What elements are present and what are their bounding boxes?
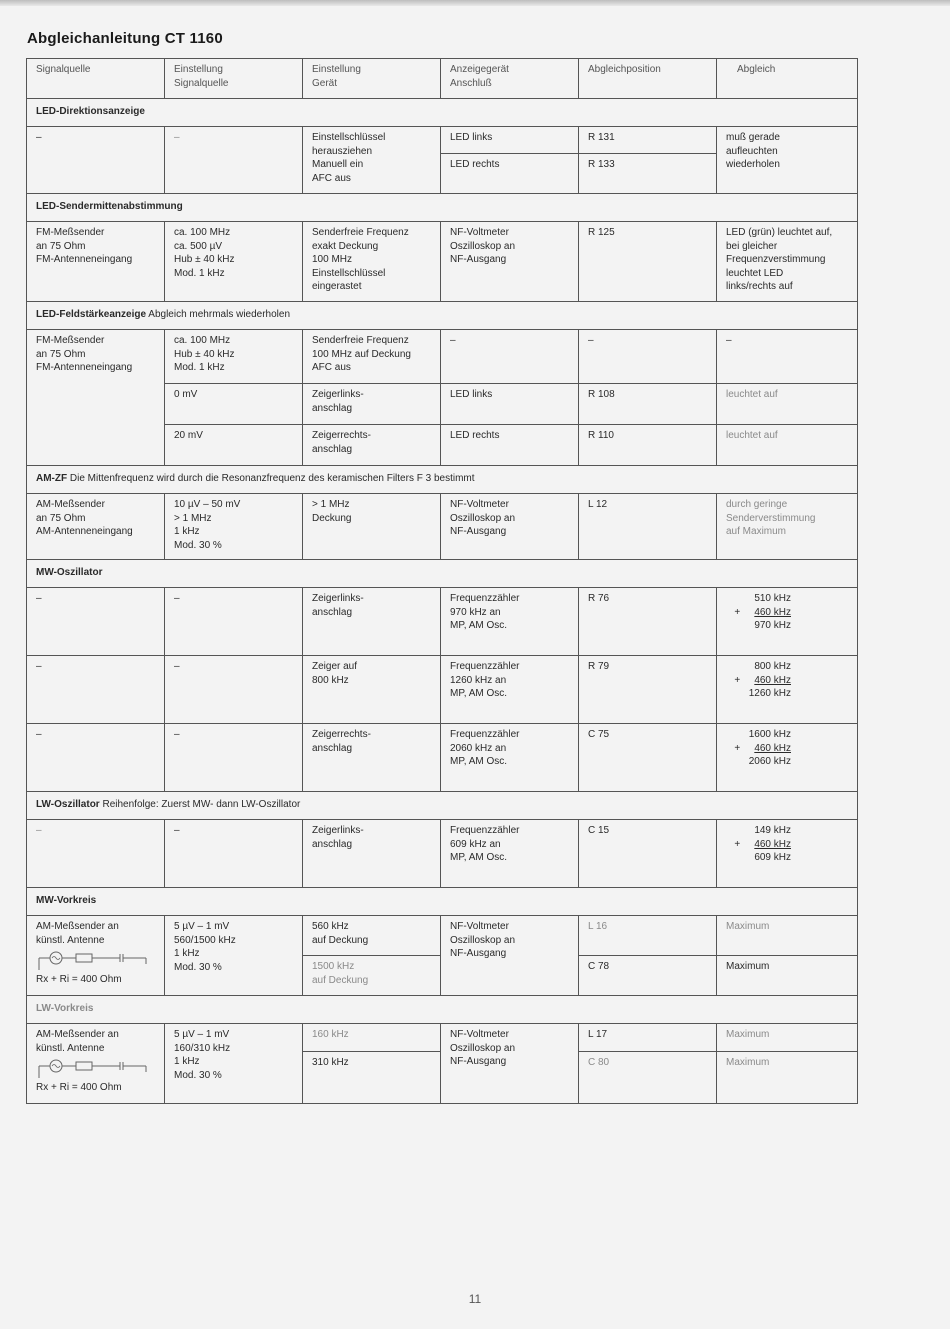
freq-offset: 460 kHz xyxy=(754,838,791,850)
cell-abgleich: LED (grün) leuchtet auf, bei gleicher Frequenzverstimmung leuchtet LED links/rechts auf xyxy=(717,222,858,302)
cell-position: C 75 xyxy=(579,724,717,792)
cell-einst-geraet: Zeigerrechts- anschlag xyxy=(303,425,441,466)
cell-signal: – xyxy=(27,724,165,792)
freq-value: 800 kHz xyxy=(754,661,791,672)
table-row xyxy=(27,820,858,888)
section-note: Die Mittenfrequenz wird durch die Resonanzfrequenz des keramischen Filters F 3 bestimmt xyxy=(69,473,475,484)
cell-einst-geraet: Zeiger auf 800 kHz xyxy=(303,656,441,724)
cell-einst-signal: – xyxy=(165,127,303,194)
page-title: Abgleichanleitung CT 1160 xyxy=(27,30,223,47)
table-row xyxy=(27,494,858,560)
scan-edge xyxy=(0,0,950,6)
cell-position: R 125 xyxy=(579,222,717,302)
cell-position: R 131 xyxy=(579,127,717,154)
cell-position: L 16 xyxy=(579,916,717,956)
antenna-circuit-diagram xyxy=(36,950,156,972)
cell-einst-signal: – xyxy=(165,820,303,888)
freq-result: 970 kHz xyxy=(754,620,791,631)
cell-position: – xyxy=(579,330,717,384)
cell-anzeige: Frequenzzähler 1260 kHz an MP, AM Osc. xyxy=(441,656,579,724)
freq-offset: 460 kHz xyxy=(754,674,791,686)
plus-sign: + xyxy=(734,838,741,850)
cell-abgleich: – xyxy=(717,330,858,384)
cell-signal: – xyxy=(27,656,165,724)
cell-abgleich: muß gerade aufleuchten wiederholen xyxy=(717,127,858,194)
cell-anzeige: LED rechts xyxy=(441,425,579,466)
cell-einst-geraet: Senderfreie Frequenz exakt Deckung 100 MHz Einstellschlüssel eingerastet xyxy=(303,222,441,302)
freq-offset: 460 kHz xyxy=(754,606,791,618)
plus-sign: + xyxy=(734,742,741,754)
cell-einst-geraet: Einstellschlüssel herausziehen Manuell ein AFC aus xyxy=(303,127,441,194)
cell-position: R 133 xyxy=(579,154,717,194)
cell-einst-geraet: 1500 kHz auf Deckung xyxy=(303,956,441,996)
cell-abgleich: Maximum xyxy=(717,1024,858,1052)
signal-text: AM-Meßsender an künstl. Antenne xyxy=(36,1029,119,1054)
freq-result: 1260 kHz xyxy=(748,688,791,699)
section-title: MW-Vorkreis xyxy=(36,895,97,906)
cell-einst-geraet: 160 kHz xyxy=(303,1024,441,1052)
header-cell: Abgleich xyxy=(717,59,858,99)
cell-anzeige: NF-Voltmeter Oszilloskop an NF-Ausgang xyxy=(441,222,579,302)
section-title: LED-Feldstärkeanzeige xyxy=(36,309,147,320)
freq-result: 2060 kHz xyxy=(748,756,791,767)
cell-position: C 80 xyxy=(579,1052,717,1104)
cell-einst-signal: 0 mV xyxy=(165,384,303,425)
section-header xyxy=(27,99,858,127)
cell-anzeige: NF-Voltmeter Oszilloskop an NF-Ausgang xyxy=(441,1024,579,1104)
table-row xyxy=(27,724,858,792)
header-cell: Anzeigegerät Anschluß xyxy=(441,59,579,99)
section-title: LW-Oszillator xyxy=(36,799,100,810)
cell-signal: AM-Meßsender an 75 Ohm AM-Antenneneingang xyxy=(27,494,165,560)
cell-position: R 110 xyxy=(579,425,717,466)
cell-abgleich: Maximum xyxy=(717,956,858,996)
cell-einst-signal: ca. 100 MHz Hub ± 40 kHz Mod. 1 kHz xyxy=(165,330,303,384)
section-title: LED-Sendermittenabstimmung xyxy=(36,201,183,212)
cell-position: C 15 xyxy=(579,820,717,888)
table-row xyxy=(27,1024,858,1052)
cell-einst-geraet: 310 kHz xyxy=(303,1052,441,1104)
signal-text: AM-Meßsender an künstl. Antenne xyxy=(36,921,119,946)
cell-anzeige: Frequenzzähler 970 kHz an MP, AM Osc. xyxy=(441,588,579,656)
cell-einst-geraet: > 1 MHz Deckung xyxy=(303,494,441,560)
cell-einst-signal: 20 mV xyxy=(165,425,303,466)
cell-anzeige: LED rechts xyxy=(441,154,579,194)
table-row xyxy=(27,127,858,154)
cell-abgleich-calc xyxy=(717,724,858,792)
cell-einst-signal: ca. 100 MHz ca. 500 µV Hub ± 40 kHz Mod. 1 kHz xyxy=(165,222,303,302)
cell-einst-signal: – xyxy=(165,588,303,656)
table-header-row xyxy=(27,59,858,99)
cell-abgleich-calc xyxy=(717,820,858,888)
section-title: AM-ZF xyxy=(36,473,68,484)
cell-signal xyxy=(27,916,165,996)
cell-signal: – xyxy=(27,127,165,194)
cell-einst-signal: 5 µV – 1 mV 160/310 kHz 1 kHz Mod. 30 % xyxy=(165,1024,303,1104)
section-header xyxy=(27,888,858,916)
resistance-note: Rx + Ri = 400 Ohm xyxy=(36,974,122,985)
table-row xyxy=(27,330,858,384)
section-header xyxy=(27,560,858,588)
cell-einst-geraet: Zeigerlinks- anschlag xyxy=(303,588,441,656)
plus-sign: + xyxy=(734,606,741,618)
cell-signal xyxy=(27,1024,165,1104)
section-header xyxy=(27,302,858,330)
freq-offset: 460 kHz xyxy=(754,742,791,754)
header-cell: Signalquelle xyxy=(27,59,165,99)
cell-einst-geraet: Zeigerlinks- anschlag xyxy=(303,384,441,425)
header-cell: Einstellung Gerät xyxy=(303,59,441,99)
freq-result: 609 kHz xyxy=(754,852,791,863)
resistance-note: Rx + Ri = 400 Ohm xyxy=(36,1082,122,1093)
cell-signal: FM-Meßsender an 75 Ohm FM-Antenneneingang xyxy=(27,330,165,466)
cell-einst-geraet: Zeigerrechts- anschlag xyxy=(303,724,441,792)
cell-abgleich: Maximum xyxy=(717,1052,858,1104)
table-row xyxy=(27,222,858,302)
freq-value: 1600 kHz xyxy=(748,729,791,740)
table-row xyxy=(27,588,858,656)
freq-value: 510 kHz xyxy=(754,593,791,604)
cell-signal: – xyxy=(27,588,165,656)
plus-sign: + xyxy=(734,674,741,686)
header-cell: Abgleichposition xyxy=(579,59,717,99)
cell-anzeige: LED links xyxy=(441,127,579,154)
cell-signal: FM-Meßsender an 75 Ohm FM-Antenneneingang xyxy=(27,222,165,302)
section-title: LW-Vorkreis xyxy=(36,1003,94,1014)
cell-einst-signal: – xyxy=(165,724,303,792)
cell-einst-signal: 5 µV – 1 mV 560/1500 kHz 1 kHz Mod. 30 % xyxy=(165,916,303,996)
cell-position: R 76 xyxy=(579,588,717,656)
cell-abgleich: durch geringe Senderverstimmung auf Maximum xyxy=(717,494,858,560)
section-header xyxy=(27,792,858,820)
table-row xyxy=(27,656,858,724)
cell-abgleich: leuchtet auf xyxy=(717,384,858,425)
section-title: LED-Direktionsanzeige xyxy=(36,106,145,117)
cell-position: C 78 xyxy=(579,956,717,996)
cell-anzeige: NF-Voltmeter Oszilloskop an NF-Ausgang xyxy=(441,916,579,996)
cell-einst-geraet: Senderfreie Frequenz 100 MHz auf Deckung AFC aus xyxy=(303,330,441,384)
section-note: Abgleich mehrmals wiederholen xyxy=(148,309,291,320)
cell-anzeige: NF-Voltmeter Oszilloskop an NF-Ausgang xyxy=(441,494,579,560)
cell-abgleich: leuchtet auf xyxy=(717,425,858,466)
cell-position: R 108 xyxy=(579,384,717,425)
alignment-table xyxy=(26,58,858,1104)
cell-anzeige: LED links xyxy=(441,384,579,425)
cell-einst-geraet: 560 kHz auf Deckung xyxy=(303,916,441,956)
table-row xyxy=(27,916,858,956)
cell-einst-signal: 10 µV – 50 mV > 1 MHz 1 kHz Mod. 30 % xyxy=(165,494,303,560)
cell-signal: – xyxy=(27,820,165,888)
antenna-circuit-diagram xyxy=(36,1058,156,1080)
cell-position: L 17 xyxy=(579,1024,717,1052)
cell-position: L 12 xyxy=(579,494,717,560)
cell-einst-signal: – xyxy=(165,656,303,724)
section-header xyxy=(27,194,858,222)
section-header xyxy=(27,996,858,1024)
section-note: Reihenfolge: Zuerst MW- dann LW-Oszillator xyxy=(102,799,301,810)
section-header xyxy=(27,466,858,494)
cell-abgleich: Maximum xyxy=(717,916,858,956)
header-cell: Einstellung Signalquelle xyxy=(165,59,303,99)
section-title: MW-Oszillator xyxy=(36,567,103,578)
freq-value: 149 kHz xyxy=(754,825,791,836)
cell-anzeige: – xyxy=(441,330,579,384)
cell-position: R 79 xyxy=(579,656,717,724)
cell-abgleich-calc xyxy=(717,656,858,724)
cell-einst-geraet: Zeigerlinks- anschlag xyxy=(303,820,441,888)
cell-anzeige: Frequenzzähler 609 kHz an MP, AM Osc. xyxy=(441,820,579,888)
cell-abgleich-calc xyxy=(717,588,858,656)
cell-anzeige: Frequenzzähler 2060 kHz an MP, AM Osc. xyxy=(441,724,579,792)
page-number: 11 xyxy=(468,1292,482,1306)
